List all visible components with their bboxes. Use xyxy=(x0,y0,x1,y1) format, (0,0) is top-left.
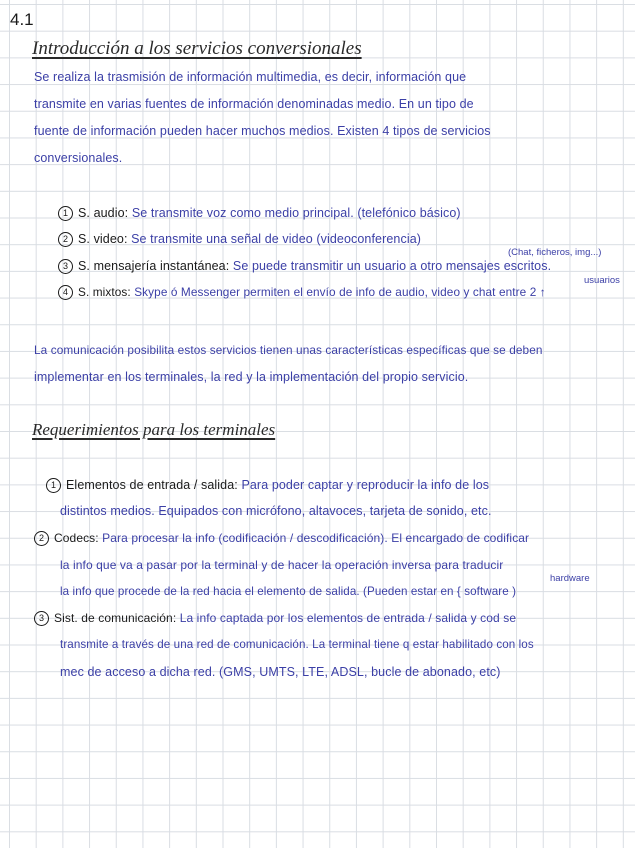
number-circle: 1 xyxy=(46,478,61,493)
requirement-label: Elementos de entrada / salida: xyxy=(66,478,238,492)
note-usuarios: usuarios xyxy=(584,275,620,286)
paragraph-line: La comunicación posibilita estos servicios tienen unas características específicas que se deben xyxy=(34,343,543,357)
service-text: Skype ó Messenger permiten el envío de info de audio, video y chat entre 2 ↑ xyxy=(134,285,546,299)
requirement-line: mec de acceso a dicha red. (GMS, UMTS, LTE, ADSL, bucle de abonado, etc) xyxy=(60,665,501,679)
paragraph-line: conversionales. xyxy=(34,151,123,165)
paragraph-line: Se realiza la trasmisión de información multimedia, es decir, información que xyxy=(34,70,467,84)
requirement-item xyxy=(46,478,489,493)
section-title-intro: Introducción a los servicios conversionales xyxy=(32,38,362,59)
paragraph-line: fuente de información pueden hacer muchos medios. Existen 4 tipos de servicios xyxy=(34,124,491,138)
requirement-text: Para poder captar y reproducir la info de los xyxy=(241,478,490,492)
service-item xyxy=(58,206,461,221)
service-label: S. mensajería instantánea: xyxy=(78,259,230,273)
section-number: 4.1 xyxy=(10,10,34,29)
number-circle: 2 xyxy=(34,531,49,546)
section-title-requirements: Requerimientos para los terminales xyxy=(32,420,276,439)
requirement-item xyxy=(34,611,516,626)
note-chat: (Chat, ficheros, img...) xyxy=(508,247,602,258)
service-item xyxy=(58,259,551,274)
service-label: S. audio: xyxy=(78,206,129,220)
service-text: Se puede transmitir un usuario a otro mensajes escritos. xyxy=(232,259,552,273)
requirement-item xyxy=(34,531,529,546)
requirement-text: Para procesar la info (codificación / descodificación). El encargado de codificar xyxy=(102,531,530,545)
service-label: S. mixtos: xyxy=(78,285,131,299)
service-item xyxy=(58,232,421,247)
service-label: S. video: xyxy=(78,232,128,246)
paragraph-line: implementar en los terminales, la red y la implementación del propio servicio. xyxy=(34,370,469,384)
number-circle: 2 xyxy=(58,232,73,247)
requirement-label: Codecs: xyxy=(54,531,99,545)
paragraph-line: transmite en varias fuentes de información denominadas medio. En un tipo de xyxy=(34,97,474,111)
requirement-line: transmite a través de una red de comunicación. La terminal tiene q estar habilitado con los xyxy=(60,638,534,651)
service-text: Se transmite una señal de video (videoconferencia) xyxy=(131,232,422,246)
requirement-line: la info que va a pasar por la terminal y de hacer la operación inversa para traducir xyxy=(60,558,504,572)
requirement-label: Sist. de comunicación: xyxy=(54,611,177,625)
number-circle: 3 xyxy=(58,259,73,274)
requirement-text: La info captada por los elementos de entrada / salida y cod se xyxy=(179,611,517,625)
note-hardware: hardware xyxy=(550,573,590,584)
service-item xyxy=(58,285,546,300)
requirement-line: la info que procede de la red hacia el elemento de salida. (Pueden estar en { software ) xyxy=(60,585,517,598)
service-text: Se transmite voz como medio principal. (telefónico básico) xyxy=(131,206,461,220)
number-circle: 4 xyxy=(58,285,73,300)
requirement-line: distintos medios. Equipados con micrófono, altavoces, tarjeta de sonido, etc. xyxy=(60,504,492,518)
number-circle: 1 xyxy=(58,206,73,221)
number-circle: 3 xyxy=(34,611,49,626)
